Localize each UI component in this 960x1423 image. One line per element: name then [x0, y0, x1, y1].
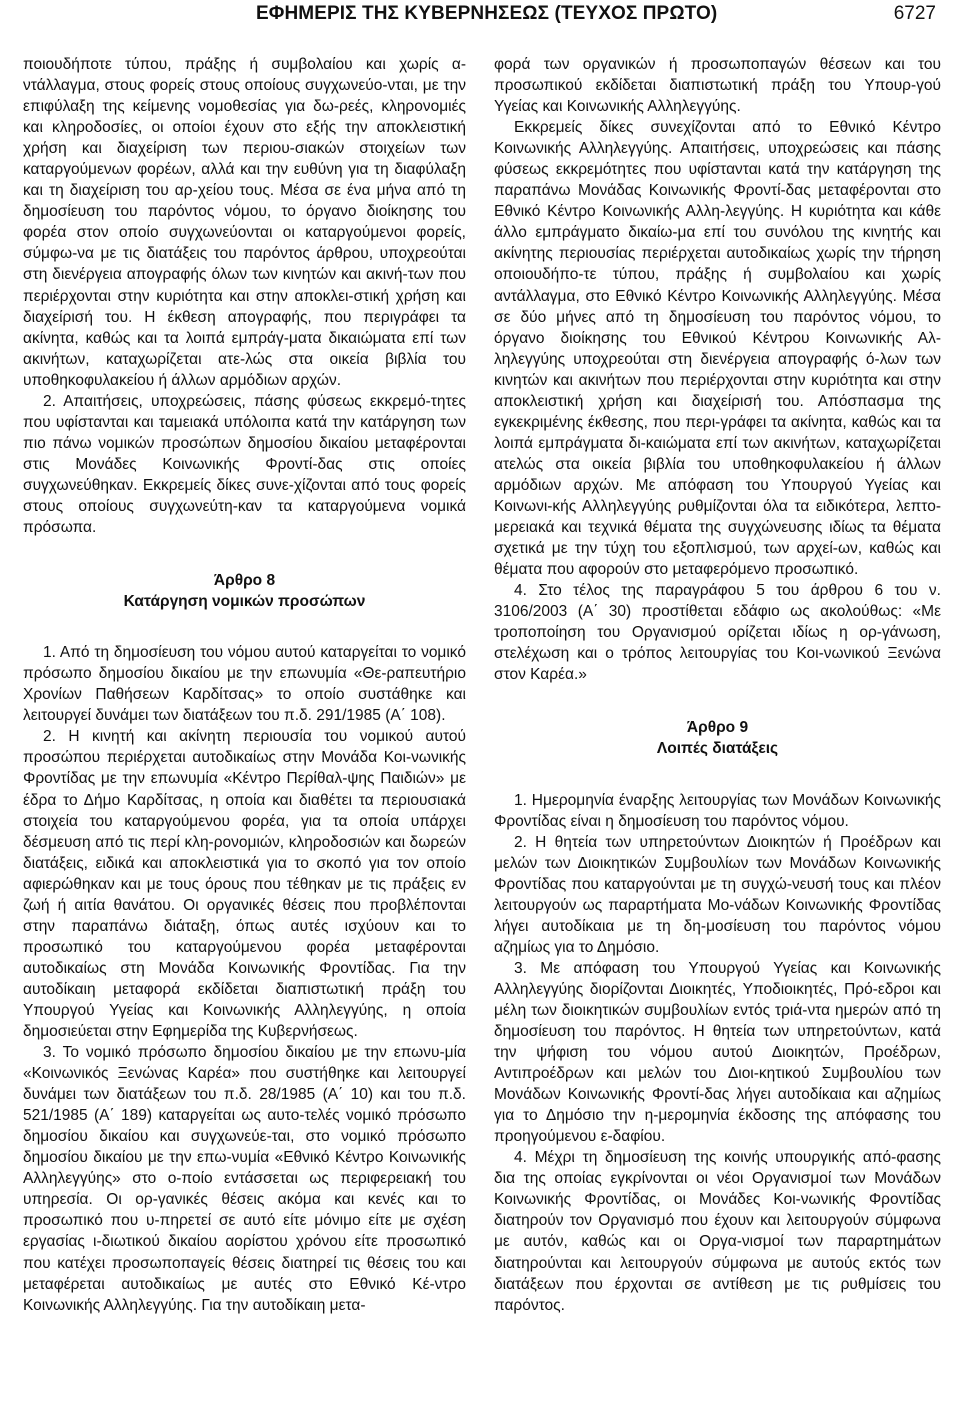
article-title: Λοιπές διατάξεις: [656, 740, 779, 758]
spacer: [494, 760, 941, 790]
paragraph: 3. Το νομικό πρόσωπο δημοσίου δικαίου με την επωνυ-μία «Κοινωνικός Ξενώνας Καρέα» που συστήθηκε και λειτουργεί δυνάμει των διατάξεων του π.δ. 28/1985 (Α΄ 10) και του π.δ. 521/1985 (Α΄ 189) καταργείται ως αυτο-τελές νομικό πρόσωπο δημοσίου δικαίου και συγχωνεύε-ται, στο νομικό πρόσωπο δημοσίου δικαίου με την επω-νυμία «Εθνικό Κέντρο Κοινωνικής Αλληλεγγύης» στο ο-ποίο εντάσσεται ως περιφερειακή του υπηρεσία. Οι ορ-γανικές θέσεις ακόμα και κενές και το προσωπικό που υ-πηρετεί σε αυτό είτε μόνιμο είτε με σχέση εργασίας ι-διωτικού δικαίου αορίστου χρόνου είτε προσωπικό που κατέχει προσωποπαγείς θέσεις διατηρεί τις θέσεις του και μεταφέρεται αυτοδικαίως με αυτές στο Εθνικό Κέ-ντρο Κοινωνικής Αλληλεγγύης. Για την αυτοδίκαιη μετα-: [23, 1044, 466, 1314]
paragraph: φορά των οργανικών ή προσωποπαγών θέσεων και του προσωπικού εκδίδεται διαπιστωτική πράξη του Υπουρ-γού Υγείας και Κοινωνικής Αλληλεγγύης.: [494, 56, 941, 116]
paragraph: 1. Ημερομηνία έναρξης λειτουργίας των Μονάδων Κοινωνικής Φροντίδας είναι η δημοσίευση του παρόντος νόμου.: [494, 791, 941, 830]
article-title: Κατάργηση νομικών προσώπων: [123, 593, 366, 611]
paragraph: Εκκρεμείς δίκες συνεχίζονται από το Εθνικό Κέντρο Κοινωνικής Αλληλεγγύης. Απαιτήσεις, υποχρεώσεις και πάσης φύσεως εκκρεμότητες που υφίστανται κατά την κατάργηση της παραπάνω Μονάδας Κοινωνικής Φροντί-δας μεταφέρονται στο Εθνικό Κέντρο Κοινωνικής Αλλη-λεγγύης. Η κυριότητα και κάθε άλλο εμπράγματο δικαίω-μα επί του συνόλου της κινητής και ακίνητης περιουσίας περιέρχεται αυτοδικαίως χωρίς την τήρηση οποιουδήπο-τε τύπου, πράξης ή συμβολαίου και χωρίς αντάλλαγμα, στο Εθνικό Κέντρο Κοινωνικής Αλληλεγγύης. Μέσα σε δύο μήνες από τη δημοσίευση του παρόντος νόμου, το όργανο διοίκησης του Εθνικού Κέντρου Κοινωνικής Αλ-ληλεγγύης υποχρεούται στη διενέργεια απογραφής ό-λων των κινητών και ακινήτων που περιέρχονται στην κυριότητα και στην αποκλειστική χρήση και διαχείρισή του. Απόσπασμα της εγκεκριμένης έκθεσης, που περι-γράφει τα ακίνητα, καθώς και τα λοιπά εμπράγματα δι-καιώματα επί των ακινήτων, καταχωρίζεται ατελώς στα οικεία βιβλία του υποθηκοφυλακείου ή άλλων αρμόδιων αρχών. Με απόφαση του Υπουργού Υγείας και Κοινωνι-κής Αλληλεγγύης ρυθμίζονται όλα τα ειδικότερα, λεπτο-μερειακά και τεχνικά θέματα της συγχώνευσης ιδίως τα θέματα σχετικά με την τύχη του εξοπλισμού, των αρχεί-ων, καθώς και θέματα που αφορούν στο μεταφερόμενο προσωπικό.: [494, 119, 941, 579]
page-number: 6727: [893, 3, 936, 24]
paragraph: 4. Στο τέλος της παραγράφου 5 του άρθρου 6 του ν. 3106/2003 (Α΄ 30) προστίθεται εδάφιο ως ακολούθως: «Με τροποποίηση του Οργανισμού ορίζεται ιδίως η ορ-γάνωση, στελέχωση και ο τρόπος λειτουργίας του Κοι-νωνικού Ξενώνα στον Καρέα.»: [494, 582, 941, 684]
paragraph: 3. Με απόφαση του Υπουργού Υγείας και Κοινωνικής Αλληλεγγύης διορίζονται Διοικητές, Υποδιοικητές, Πρό-εδροι και μέλη των διοικητικών συμβουλίων εντός τριά-ντα ημερών από τη δημοσίευση του παρόντος. Η θητεία των υπηρετούντων, κατά την ψήφιση του νόμου αυτού Διοικητών, Προέδρων, Αντιπροέδρων και μελών του Διοι-κητικού Συμβουλίου των Μονάδων Κοινωνικής Φροντί-δας λήγει αυτοδίκαια και αζημίως για το Δημόσιο την η-μερομηνία έκδοσης της απόφασης του προηγούμενου ε-δαφίου.: [494, 959, 941, 1146]
paragraph: ποιουδήποτε τύπου, πράξης ή συμβολαίου και χωρίς α-ντάλλαγμα, στους φορείς στους οποίους συγχωνεύο-νται, με την επιφύλαξη της κείμενης νομοθεσίας για δω-ρεές, κληρονομιές και κληροδοσίες, οι οποίοι έχουν στο εξής την αποκλειστική χρήση και διαχείριση των περιου-σιακών στοιχείων των καταργούμενων φορέων, αλλά και την ευθύνη για τη διαφύλαξη και τη διαχείριση του αρ-χείου τους. Μέσα σε ένα μήνα από τη δημοσίευση του παρόντος νόμου, το όργανο διοίκησης του φορέα στον οποίο συγχωνεύονται οι καταργούμενοι φορείς, σύμφω-να με τις διατάξεις του παρόντος άρθρου, υποχρεούται στη διενέργεια απογραφής όλων των κινητών και ακινή-των που περιέρχονται στην κυριότητα και στην αποκλει-στική χρήση και διαχείρισή του. Η έκθεση απογραφής, που περιγράφει τα ακίνητα, καθώς και τα λοιπά εμπράγ-ματα δικαιώματα επί των ακινήτων, καταχωρίζεται ατε-λώς στα οικεία βιβλία του υποθηκοφυλακείου ή άλλων αρμόδιων αρχών.: [23, 56, 466, 389]
paragraph: 2. Η κινητή και ακίνητη περιουσία του νομικού αυτού προσώπου περιέρχεται αυτοδικαίως στην Μονάδα Κοι-νωνικής Φροντίδας με την επωνυμία «Κέντρο Περίθαλ-ψης Παιδιών» με έδρα το Δήμο Καρδίτσας, η οποία και διαθέτει τα περιουσιακά στοιχεία του καταργούμενου φορέα, για τα οποία υπάρχει δέσμευση από τις περί κλη-ρονομιών, κληροδοσιών και δωρεών διατάξεις, ειδικά και αποκλειστικά για το σκοπό για τον οποίο αφιερώθηκαν και με τους όρους που τέθηκαν με τις πράξεις εν ζωή ή αιτία θανάτου. Οι οργανικές θέσεις που προβλέπονται στην παραπάνω διάταξη, όπως αυτές ισχύουν και το προσωπικό του καταργούμενου φορέα μεταφέρονται αυτοδικαίως στη Μονάδα Κοινωνικής Φροντίδας. Για την αυτοδίκαιη μεταφορά εκδίδεται διαπιστωτική πράξη του Υπουργού Υγείας και Κοινωνικής Αλληλεγγύης, η οποία δημοσιεύεται στην Εφημερίδα της Κυβερνήσεως.: [23, 728, 466, 1041]
paragraph: 4. Μέχρι τη δημοσίευση της κοινής υπουργικής από-φασης δια της οποίας εγκρίνονται οι νέοι Οργανισμοί των Μονάδων Κοινωνικής Φροντίδας, οι Μονάδες Κοι-νωνικής Φροντίδας διατηρούν τον Οργανισμό που έχουν και λειτουργούν σύμφωνα με αυτόν, καθώς και οι Οργα-νισμοί των παραρτημάτων διατηρούνται και λειτουργούν σύμφωνα με αυτούς εκτός των διατάξεων που έρχονται σε αντίθεση με τις ρυθμίσεις του παρόντος.: [494, 1149, 941, 1314]
right-column: [494, 54, 941, 1316]
paragraph: 2. Η θητεία των υπηρετούντων Διοικητών ή Προέδρων και μελών των Διοικητικών Συμβουλίων των Μονάδων Κοινωνικής Φροντίδας που καταργούνται με τη συγχώ-νευσή τους και πλέον λειτουργούν ως παραρτήματα Μο-νάδων Κοινωνικής Φροντίδας λήγει αυτοδίκαια με τη δη-μοσίευση του παρόντος νόμου αζημίως για το Δημόσιο.: [494, 833, 941, 956]
paragraph: 2. Απαιτήσεις, υποχρεώσεις, πάσης φύσεως εκκρεμό-τητες που υφίστανται και ταμειακά υπόλοιπα κατά την κατάργηση των πιο πάνω νομικών προσώπων δημοσίου δικαίου μεταφέρονται στις Μονάδες Κοινωνικής Φροντί-δας στις οποίες συγχωνεύθηκαν. Εκκρεμείς δίκες συνε-χίζονται από τους φορείς στους οποίους συγχωνεύτη-καν τα καταργούμενα νομικά πρόσωπα.: [23, 392, 466, 537]
gazette-title: ΕΦΗΜΕΡΙΣ ΤΗΣ ΚΥΒΕΡΝΗΣΕΩΣ (ΤΕΥΧΟΣ ΠΡΩΤΟ): [256, 3, 718, 24]
paragraph: 1. Από τη δημοσίευση του νόμου αυτού καταργείται το νομικό πρόσωπο δημοσίου δικαίου με την επωνυμία «Θε-ραπευτήριο Χρονίων Παθήσεων Καρδίτσας» το οποίο συστάθηκε και λειτουργεί δυνάμει των διατάξεων του π.δ. 291/1985 (Α΄ 108).: [23, 644, 466, 725]
spacer: [494, 685, 941, 717]
article-number: Άρθρο 9: [686, 719, 749, 737]
spacer: [23, 612, 466, 642]
article-number: Άρθρο 8: [213, 572, 276, 590]
left-column: [23, 54, 466, 1316]
spacer: [23, 538, 466, 570]
page-header: [24, 0, 936, 32]
